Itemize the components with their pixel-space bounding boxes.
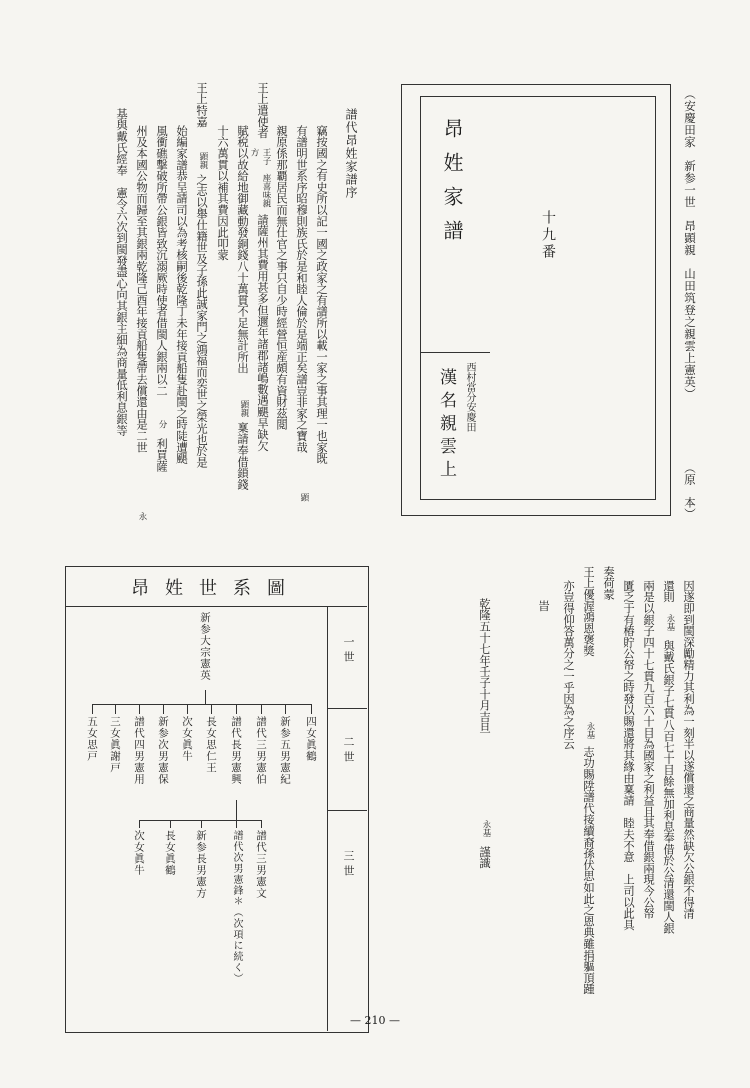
page-number: — 210 —: [350, 1014, 400, 1027]
preface-col: 竊按國之有史所以記一國之政家之有譜所以載一家之事其理一也家既: [315, 125, 328, 464]
chart-grandchild: 長女眞鶴: [164, 830, 176, 876]
preface-col: 稟請奉借鎖錢: [236, 422, 249, 490]
chart-line: [163, 704, 164, 714]
source-note: （安慶田家 新参一世 昂顕親 山田筑登之親雲上憲英）: [683, 88, 697, 400]
chart-line: [205, 690, 206, 704]
chart-child: 新参五男憲紀: [279, 716, 291, 785]
preface-note: 永: [137, 512, 147, 521]
chart-child: 譜代四男憲用: [133, 716, 145, 785]
preface-col: 奏荷蒙: [602, 566, 615, 600]
preface-col: 謹識: [478, 846, 491, 869]
cover-number: 十九番: [540, 210, 556, 261]
gen-label-2: 二世: [342, 736, 355, 766]
preface-col: 十六萬貫以補其費因此叩蒙: [216, 125, 229, 261]
chart-child: 長女思仁王: [205, 716, 217, 774]
chart-child: 五女思戸: [86, 716, 98, 762]
preface-col: 與戴氏銀子七貫八百七十目餘無加利息奉借於公清還閩人銀: [662, 640, 675, 934]
chart-line: [311, 704, 312, 714]
chart-line: [115, 704, 116, 714]
chart-child: 次女眞牛: [181, 716, 193, 762]
preface-note: 顕: [299, 493, 309, 502]
preface-col: 旹: [537, 600, 550, 612]
generation-divider: [327, 810, 367, 811]
chart-line: [236, 800, 237, 820]
preface-col: 始編家譜恭呈請司以為考核嗣後乾隆丁未年接貢船隻赴閩之時陡遭颶: [175, 125, 188, 464]
preface-heading: 譜代昂姓家譜序: [344, 108, 358, 199]
preface-note: 分: [157, 420, 167, 429]
preface-col: 王上遣使者: [256, 82, 269, 139]
chart-child: 譜代三男憲伯: [255, 716, 267, 785]
preface-col: 基與戴氏經奉 憲令六次到閩發盡心向其銀主細為商量低利息銀等: [115, 108, 128, 436]
chart-line: [236, 704, 237, 714]
chart-line: [139, 820, 140, 828]
preface-col: 有譜明世系序昭穆則族氏於是和睦人倫於是端正矣譜豈非家之寶哉: [295, 125, 308, 453]
preface-col: 亦豈得仰答萬分之一乎因為之序云: [562, 580, 575, 750]
original-note: （原 本）: [683, 462, 697, 520]
preface-col: 利買薩: [155, 438, 168, 472]
gen-label-1: 一世: [342, 636, 355, 666]
chart-grandchild: 次女眞牛: [133, 830, 145, 876]
chart-line: [285, 704, 286, 714]
preface-col: 志功賜陞譜代接續裔孫伏思如此之恩典雖捐軀頂踵: [582, 746, 595, 995]
preface-col: 賦税以故給地御藏動發銅錢八十萬貫不足無計所出: [236, 125, 249, 374]
chart-line: [261, 820, 262, 828]
chart-child: 四女眞鶴: [305, 716, 317, 762]
preface-note: 顕親: [198, 152, 208, 169]
chart-grandchild: 譜代三男憲文: [255, 830, 267, 899]
chart-line: [139, 704, 140, 714]
chart-line: [211, 704, 212, 714]
preface-col: 之志以舉仕籍世及子孫此誠家門之鴻福而奕世之榮光也於是: [195, 174, 208, 468]
chart-child: 譜代長男憲興: [230, 716, 242, 785]
chart-grandchild: 新参長男憲方: [195, 830, 207, 899]
preface-note: 永基: [665, 614, 675, 631]
chart-line: [92, 704, 93, 714]
preface-col: 風衝礁擊破所帶公銀皆致沉溺厥時使者借閩人銀兩以二: [155, 125, 168, 397]
cover-person: 漢名親雲上: [436, 368, 456, 483]
chart-root: 新参大宗憲英: [199, 612, 211, 681]
preface-note: 永基: [585, 722, 595, 739]
preface-note: 顕親: [239, 400, 249, 417]
cover-village: 西村當分安慶田: [464, 362, 475, 432]
gen-label-3: 三世: [342, 850, 355, 880]
preface-note: 王子 座喜味親方: [249, 148, 271, 208]
preface-col: 州及本國公物而歸至其銀兩乾隆己酉年接貢船隻帶去償還由是二世: [135, 125, 148, 453]
chart-line: [201, 820, 202, 828]
chart-line: [187, 704, 188, 714]
chart-line: [236, 820, 237, 828]
generation-column: [327, 606, 368, 1031]
preface-col: 匱乏于有椿貯公帑之時發以賜還將其緣由稟請 睦夫不意 上司以此具: [622, 580, 635, 931]
preface-col: 還則: [662, 580, 675, 603]
chart-title: 昂姓世系圖: [131, 578, 301, 599]
preface-col: 請薩州其費用甚多但邇年諸郡諸嶋數遇颶旱缺欠: [256, 214, 269, 452]
genealogy-chart: [65, 566, 369, 1033]
chart-line: [170, 820, 171, 828]
preface-col: 王上特嘉: [195, 82, 208, 128]
chart-child: 新参次男憲保: [157, 716, 169, 785]
chart-line: [261, 704, 262, 714]
preface-col: 兩是以銀子四十七貫九百六十目為國家之利益且其奉借銀兩現今公帑: [642, 580, 655, 919]
preface-note: 永基: [481, 820, 491, 837]
preface-col: 親原係那覇居民而無仕官之事只自少時經營恒産頗有資財茲閲: [275, 125, 288, 431]
preface-col: 因遂即到閩深勵精力其利為一刻半以遂償還之商量然缺欠公銀不得清: [682, 580, 695, 919]
chart-child: 三女眞謝戸: [109, 716, 121, 774]
chart-grandchild: 譜代次男憲鋒＊（次項に続く）: [231, 830, 242, 984]
cover-title: 昂姓家譜: [440, 118, 464, 254]
preface-col: 王上優渥鴻恩褒獎: [582, 566, 595, 657]
preface-col: 乾隆五十七年壬子十月吉旦: [478, 598, 491, 734]
chart-line: [92, 704, 312, 705]
generation-divider: [327, 708, 367, 709]
chart-line: [139, 820, 261, 821]
